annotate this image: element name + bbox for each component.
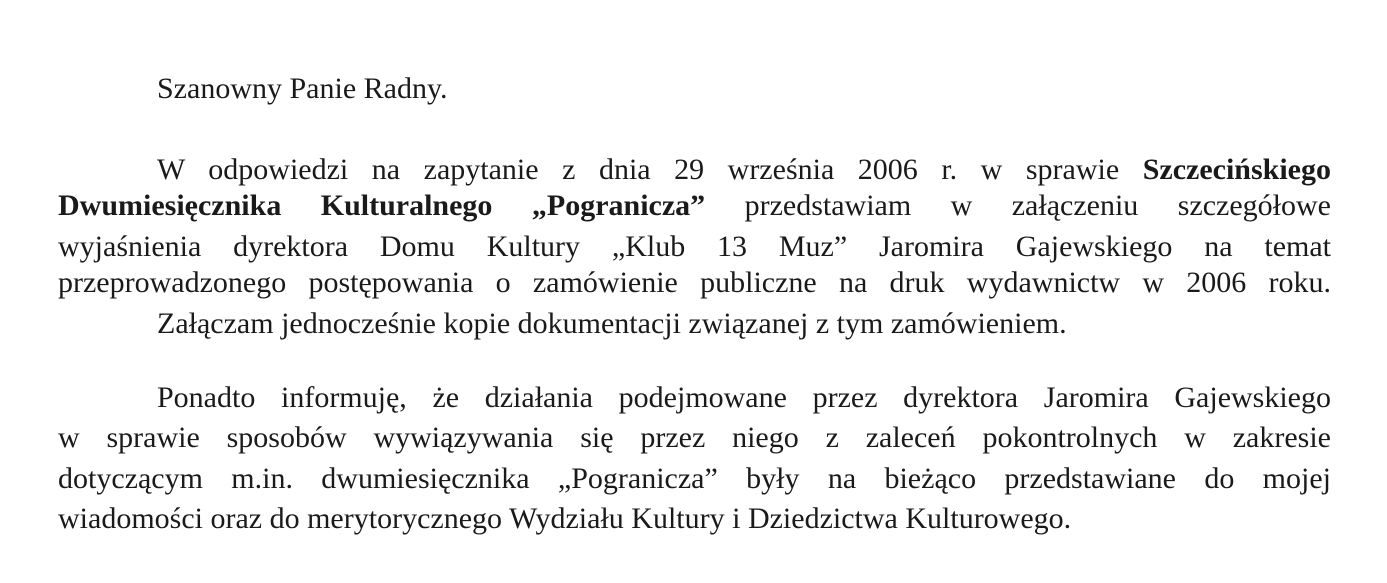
paragraph2-line4: wiadomości oraz do merytorycznego Wydziału Kultury i Dziedzictwa Kulturowego. xyxy=(58,502,1072,535)
paragraph1-line1-bold: Szczecińskiego xyxy=(1142,153,1331,186)
paragraph1-line2 xyxy=(58,191,1331,221)
paragraph2-line3: dotyczącym m.in. dwumiesięcznika „Pogranicza” były na bieżąco przedstawiane do mojej xyxy=(58,462,1331,495)
paragraph1-line1 xyxy=(157,155,1331,185)
paragraph1-line5: Załączam jednocześnie kopie dokumentacji związanej z tym zamówieniem. xyxy=(157,307,1067,340)
paragraph2-line2: w sprawie sposobów wywiązywania się przez niego z zaleceń pokontrolnych w zakresie xyxy=(58,421,1331,454)
paragraph1-line3: wyjaśnienia dyrektora Domu Kultury „Klub 13 Muz” Jaromira Gajewskiego na temat xyxy=(58,230,1331,263)
paragraph2-line1: Ponadto informuję, że działania podejmowane przez dyrektora Jaromira Gajewskiego xyxy=(157,381,1331,414)
paragraph1-line1-text: W odpowiedzi na zapytanie z dnia 29 września 2006 r. w sprawie xyxy=(157,153,1143,186)
salutation: Szanowny Panie Radny. xyxy=(157,72,448,105)
paragraph1-line4: przeprowadzonego postępowania o zamówienie publiczne na druk wydawnictw w 2006 roku. xyxy=(58,266,1331,299)
paragraph1-line2-text: przedstawiam w załączeniu szczegółowe xyxy=(705,189,1331,222)
magazine-title-bold: Dwumiesięcznika Kulturalnego „Pogranicza” xyxy=(58,189,706,222)
